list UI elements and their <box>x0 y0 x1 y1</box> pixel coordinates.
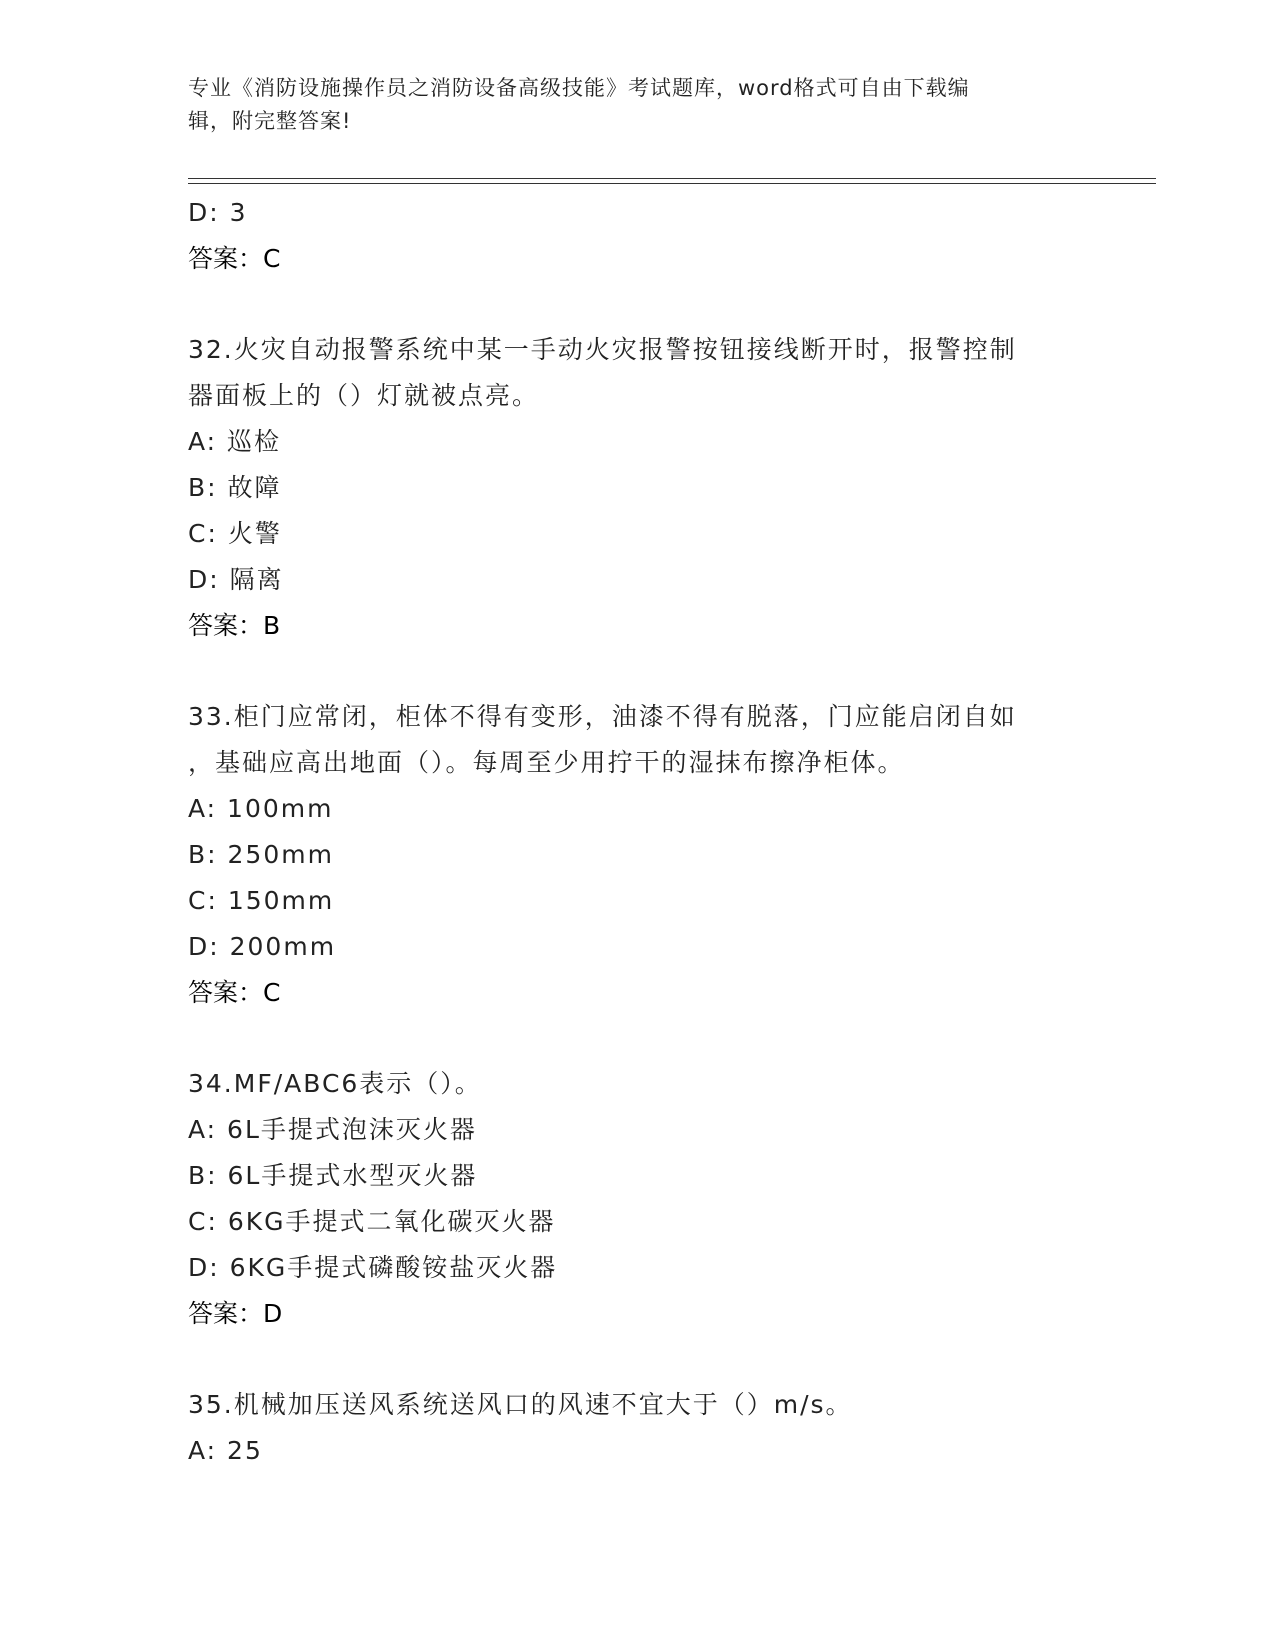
question-33 <box>188 694 1088 1016</box>
option-c: C: 6KG手提式二氧化碳灭火器 <box>188 1207 556 1236</box>
option-c: C: 火警 <box>188 519 282 548</box>
header-divider-top <box>188 178 1156 179</box>
answer-line: 答案：D <box>188 1299 283 1328</box>
answer-line: 答案：C <box>188 978 281 1007</box>
option-b: B: 故障 <box>188 473 282 502</box>
option-d: D: 隔离 <box>188 565 284 594</box>
question-34 <box>188 1061 1088 1337</box>
question-35 <box>188 1382 1088 1474</box>
header-line-1: 专业《消防设施操作员之消防设备高级技能》考试题库，word格式可自由下载编 <box>188 76 970 100</box>
option-b: B: 250mm <box>188 840 334 869</box>
option-d: D: 6KG手提式磷酸铵盐灭火器 <box>188 1253 558 1282</box>
question-stem-line: 34.MF/ABC6表示（）。 <box>188 1069 482 1098</box>
document-body <box>188 190 1088 1474</box>
answer-line: 答案：B <box>188 611 281 640</box>
option-c: C: 150mm <box>188 886 335 915</box>
question-stem-line: 35.机械加压送风系统送风口的风速不宜大于（）m/s。 <box>188 1390 853 1419</box>
option-a: A: 6L手提式泡沫灭火器 <box>188 1115 477 1144</box>
header-line-2: 辑，附完整答案! <box>188 109 352 133</box>
question-stem-line: ，基础应高出地面（）。每周至少用拧干的湿抹布擦净柜体。 <box>188 748 905 777</box>
question-32 <box>188 327 1088 649</box>
option-a: A: 巡检 <box>188 427 282 456</box>
previous-question-tail <box>188 190 1088 282</box>
question-stem-line: 器面板上的（）灯就被点亮。 <box>188 381 540 410</box>
option-d: D: 3 <box>188 198 248 227</box>
question-stem-line: 33.柜门应常闭，柜体不得有变形，油漆不得有脱落，门应能启闭自如 <box>188 702 1017 731</box>
option-b: B: 6L手提式水型灭火器 <box>188 1161 478 1190</box>
option-a: A: 25 <box>188 1436 263 1465</box>
option-d: D: 200mm <box>188 932 337 961</box>
question-stem-line: 32.火灾自动报警系统中某一手动火灾报警按钮接线断开时，报警控制 <box>188 335 1017 364</box>
header-divider-bottom <box>188 183 1156 184</box>
page-header <box>188 72 1088 138</box>
option-a: A: 100mm <box>188 794 334 823</box>
answer-line: 答案：C <box>188 244 281 273</box>
